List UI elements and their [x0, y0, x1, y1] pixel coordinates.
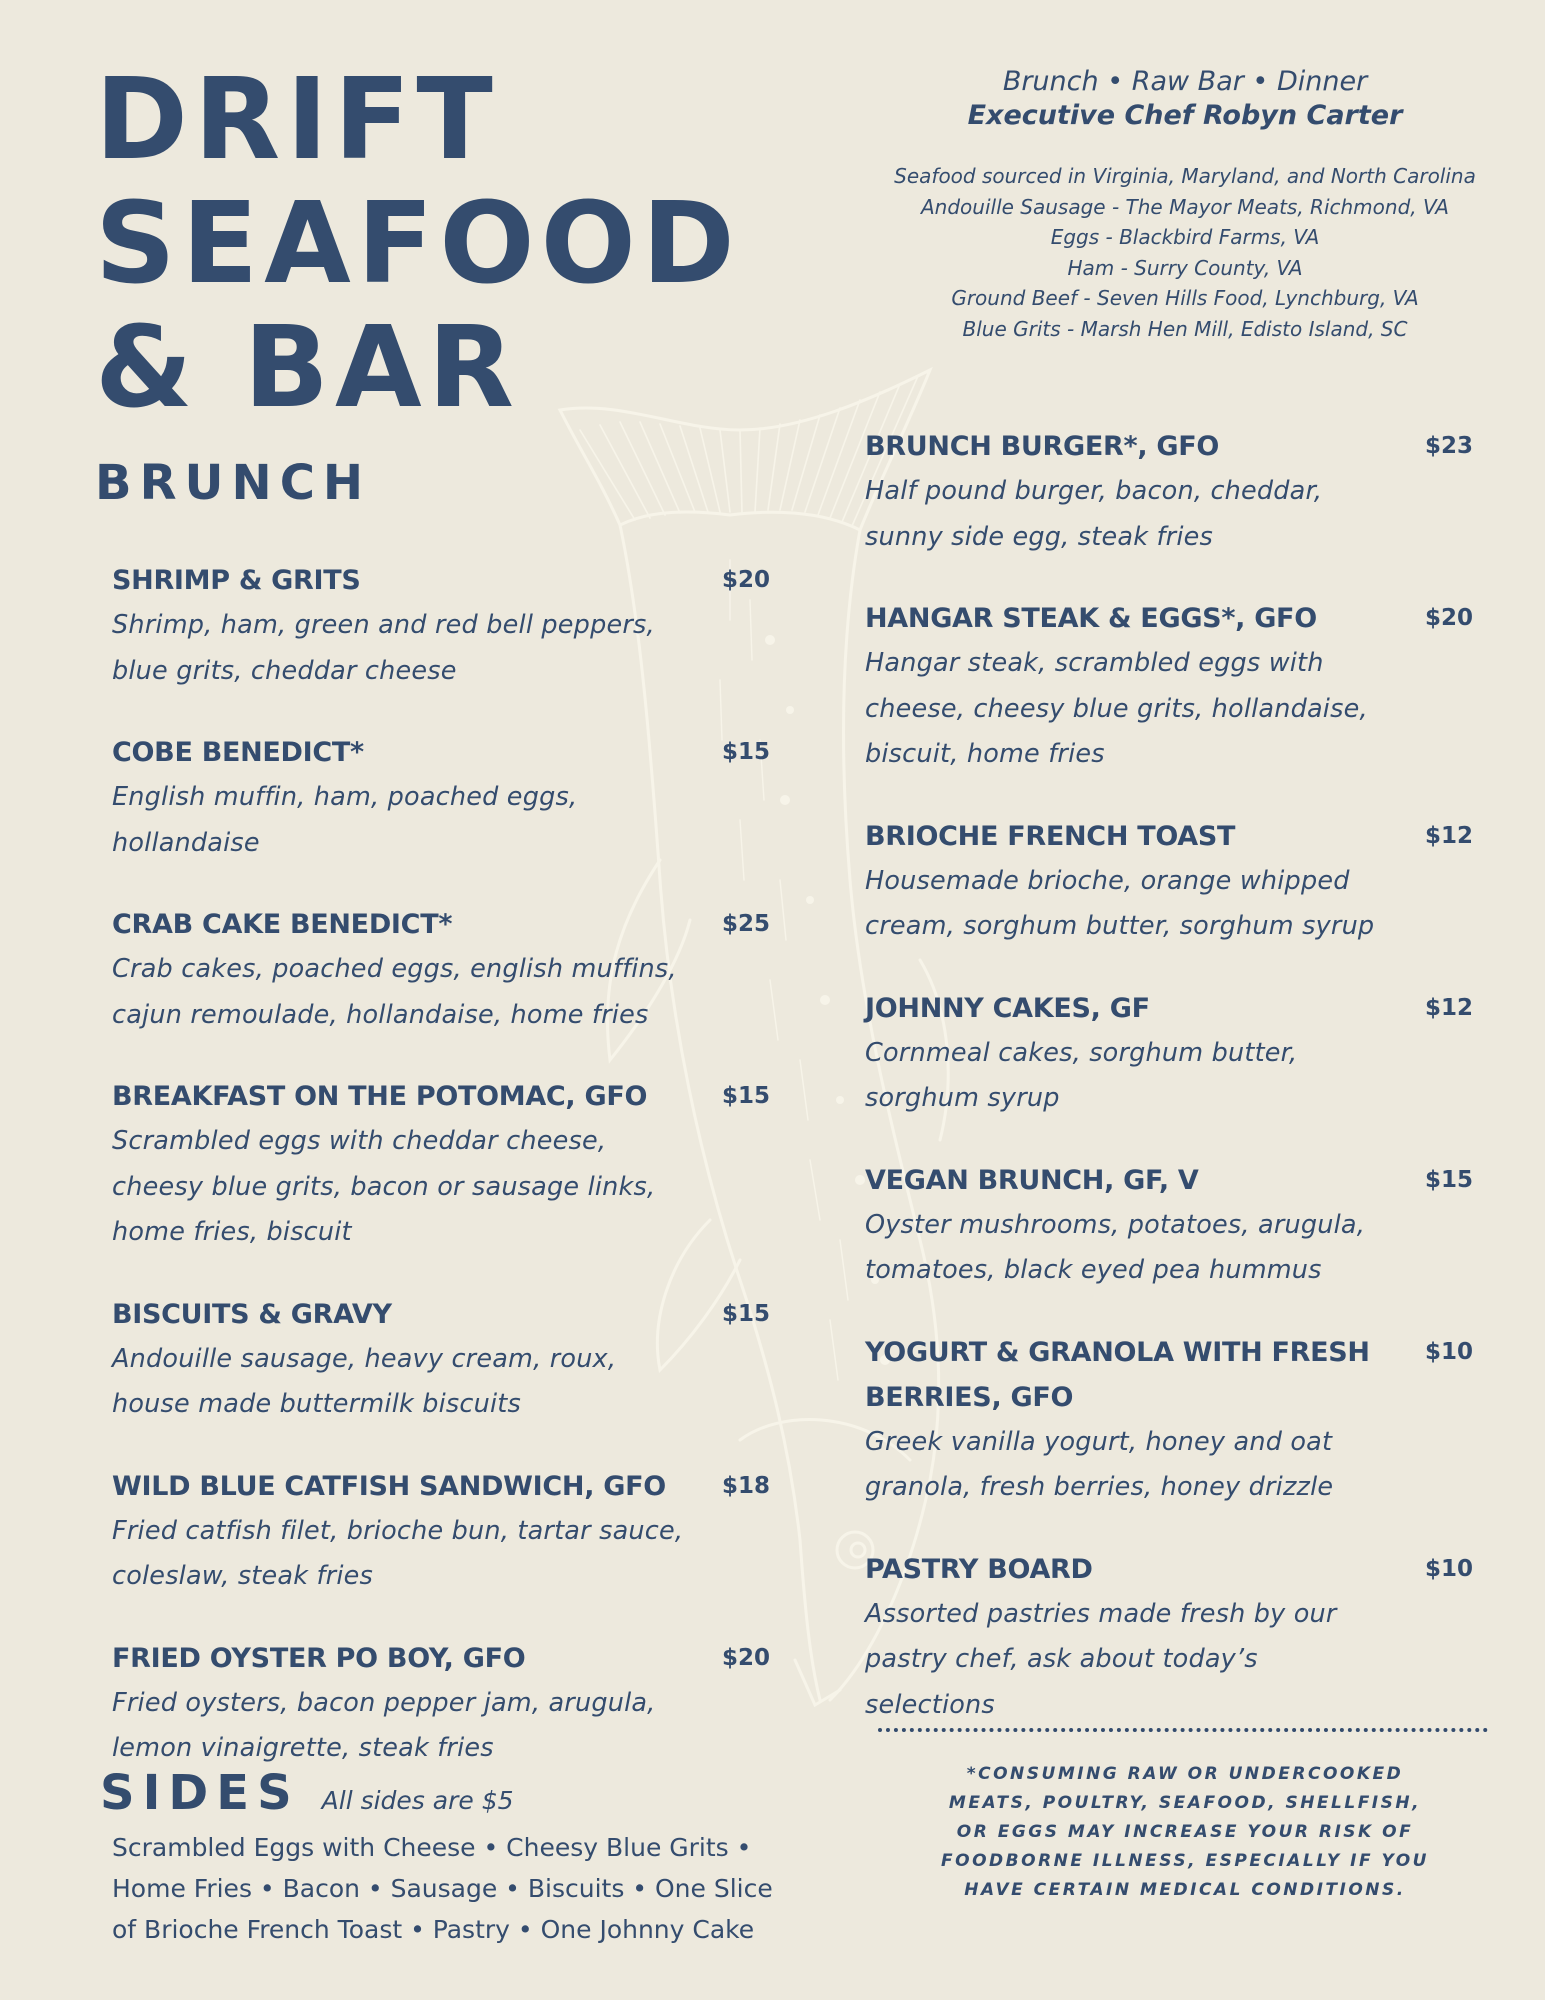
menu-item: [865, 986, 1510, 1122]
sourcing-list: [855, 161, 1515, 344]
item-name: BREAKFAST ON THE POTOMAC, GFO: [112, 1081, 648, 1112]
item-price: $23: [1425, 433, 1474, 459]
menu-item: [112, 1074, 812, 1256]
item-name: HANGAR STEAK & EGGS*, GFO: [865, 603, 1317, 634]
item-price: $15: [722, 739, 771, 765]
sourcing-line: Andouille Sausage - The Mayor Meats, Richmond, VA: [921, 194, 1449, 219]
sourcing-line: Eggs - Blackbird Farms, VA: [1050, 225, 1320, 249]
sourcing-line: Blue Grits - Marsh Hen Mill, Edisto Island, SC: [962, 316, 1408, 341]
food-safety-disclaimer: *CONSUMING RAW OR UNDERCOOKED MEATS, POULTRY, SEAFOOD, SHELLFISH, OR EGGS MAY INCREASE YOUR RISK OF FOODBORNE ILLNESS, ESPECIALLY IF YOU HAVE CERTAIN MEDICAL CONDITIONS.: [941, 1764, 1429, 1900]
menu-item: [865, 1547, 1510, 1729]
title-line-2: SEAFOOD: [95, 179, 741, 309]
item-price: $15: [722, 1300, 771, 1327]
menu-item: [865, 1158, 1510, 1294]
menu-item: [865, 1330, 1510, 1511]
item-description: Half pound burger, bacon, cheddar, sunny side egg, steak fries: [865, 476, 1323, 552]
item-name: JOHNNY CAKES, GF: [865, 992, 1150, 1024]
sides-heading: SIDES: [100, 1765, 300, 1821]
item-description: Oyster mushrooms, potatoes, arugula, tomatoes, black eyed pea hummus: [865, 1209, 1366, 1285]
menu-item: [865, 596, 1510, 778]
item-price: $15: [1425, 1166, 1474, 1193]
item-name: BISCUITS & GRAVY: [112, 1298, 392, 1330]
item-name: CRAB CAKE BENEDICT*: [112, 909, 453, 940]
item-description: Andouille sausage, heavy cream, roux, house made buttermilk biscuits: [112, 1343, 617, 1419]
sides-price-note: All sides are $5: [321, 1786, 514, 1815]
menu-item: [112, 558, 812, 694]
item-name: WILD BLUE CATFISH SANDWICH, GFO: [112, 1470, 666, 1502]
item-name: VEGAN BRUNCH, GF, V: [865, 1164, 1199, 1196]
restaurant-title: [95, 55, 741, 433]
sourcing-line: Ground Beef - Seven Hills Food, Lynchburg, VA: [951, 286, 1419, 310]
item-price: $20: [722, 1644, 771, 1671]
item-price: $20: [1425, 605, 1474, 631]
dotted-divider: [878, 1728, 1488, 1732]
item-name: PASTRY BOARD: [865, 1553, 1093, 1585]
item-name: YOGURT & GRANOLA WITH FRESH BERRIES, GFO: [865, 1336, 1370, 1413]
item-description: Scrambled eggs with cheddar cheese, cheesy blue grits, bacon or sausage links, home fries, biscuit: [112, 1126, 656, 1247]
item-description: Shrimp, ham, green and red bell peppers, blue grits, cheddar cheese: [112, 610, 655, 686]
item-description: Hangar steak, scrambled eggs with cheese, cheesy blue grits, hollandaise, biscuit, home fries: [865, 648, 1368, 769]
menu-item: [865, 814, 1510, 950]
item-description: Fried catfish filet, brioche bun, tartar sauce, coleslaw, steak fries: [112, 1515, 684, 1591]
services-line: Brunch • Raw Bar • Dinner: [1002, 66, 1368, 97]
menu-right-column: [865, 424, 1510, 1764]
sourcing-line: Ham - Surry County, VA: [1067, 255, 1303, 280]
item-description: Cornmeal cakes, sorghum butter, sorghum syrup: [865, 1037, 1298, 1113]
menu-item: [112, 1636, 812, 1772]
item-price: $15: [722, 1083, 771, 1109]
item-name: FRIED OYSTER PO BOY, GFO: [112, 1642, 526, 1674]
restaurant-info: [855, 65, 1515, 344]
item-description: Crab cakes, poached eggs, english muffins, cajun remoulade, hollandaise, home fries: [112, 954, 677, 1030]
menu-item: [112, 1292, 812, 1428]
item-price: $18: [722, 1472, 771, 1499]
chef-line: Executive Chef Robyn Carter: [967, 100, 1403, 131]
item-description: English muffin, ham, poached eggs, hollandaise: [112, 782, 578, 858]
sides-list: Scrambled Eggs with Cheese • Cheesy Blue Grits • Home Fries • Bacon • Sausage • Biscuits • One Slice of Brioche French Toast • Pastry • One Johnny Cake: [112, 1833, 773, 1944]
title-line-1: DRIFT: [95, 55, 499, 185]
menu-item: [112, 730, 812, 866]
menu-item: [112, 902, 812, 1038]
item-price: $20: [722, 567, 771, 593]
item-price: $10: [1425, 1338, 1474, 1365]
item-name: BRIOCHE FRENCH TOAST: [865, 820, 1236, 852]
item-name: SHRIMP & GRITS: [112, 565, 361, 596]
brunch-heading: BRUNCH: [95, 455, 372, 511]
sourcing-line: Seafood sourced in Virginia, Maryland, and North Carolina: [894, 164, 1476, 188]
item-description: Assorted pastries made fresh by our pastry chef, ask about today’s selections: [865, 1598, 1337, 1720]
item-price: $12: [1425, 822, 1474, 849]
title-line-3: & BAR: [95, 303, 520, 433]
item-description: Housemade brioche, orange whipped cream, sorghum butter, sorghum syrup: [865, 865, 1375, 941]
item-price: $12: [1425, 994, 1474, 1021]
item-price: $10: [1425, 1555, 1474, 1582]
item-description: Greek vanilla yogurt, honey and oat granola, fresh berries, honey drizzle: [865, 1426, 1334, 1502]
menu-item: [865, 424, 1510, 560]
item-description: Fried oysters, bacon pepper jam, arugula, lemon vinaigrette, steak fries: [112, 1687, 656, 1763]
menu-item: [112, 1464, 812, 1600]
item-name: BRUNCH BURGER*, GFO: [865, 431, 1220, 462]
item-name: COBE BENEDICT*: [112, 737, 364, 768]
item-price: $25: [722, 911, 771, 937]
sides-section: [100, 1765, 820, 1950]
menu-left-column: [112, 558, 812, 1808]
